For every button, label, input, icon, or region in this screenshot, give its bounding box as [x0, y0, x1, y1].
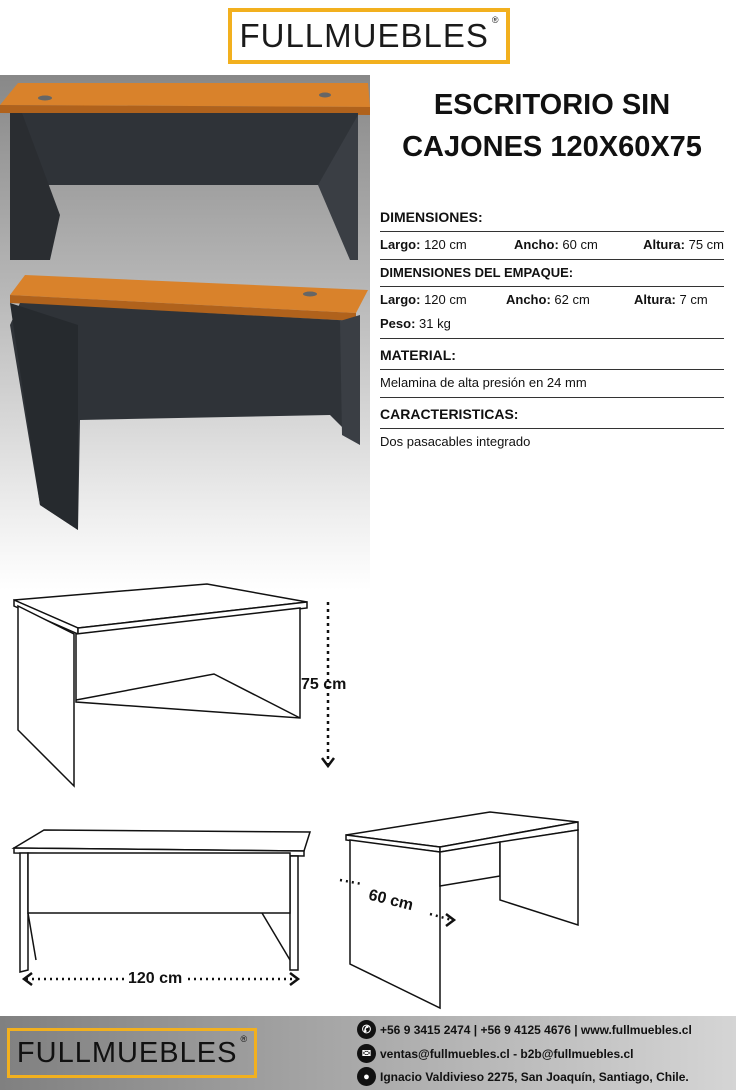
product-photos [0, 75, 370, 590]
contact-address [357, 1067, 689, 1086]
emails-text: ventas@fullmuebles.cl - b2b@fullmuebles.cl [380, 1046, 634, 1061]
desk-photo-illustration [0, 75, 370, 590]
largo-value: 120 cm [424, 237, 467, 252]
material-heading: MATERIAL: [380, 339, 724, 370]
page-title: ESCRITORIO SIN CAJONES 120X60X75 [402, 89, 702, 163]
width-label: 120 cm [124, 970, 186, 988]
weight-row [380, 314, 724, 339]
depth-label: 60 cm [366, 886, 415, 915]
largo-label: Largo: [380, 237, 421, 252]
phone-icon: ✆ [357, 1020, 376, 1039]
brand-logo [228, 8, 510, 64]
altura-label: Altura: [643, 237, 685, 252]
footer-logo [7, 1028, 257, 1078]
pkg-ancho-label: Ancho: [506, 292, 551, 307]
features-heading: CARACTERISTICAS: [380, 398, 724, 429]
altura-value: 75 cm [688, 237, 724, 252]
location-pin-icon: ● [357, 1067, 376, 1086]
dimension-drawings [0, 580, 600, 1015]
phones-text: +56 9 3415 2474 | +56 9 4125 4676 | www.fullmuebles.cl [380, 1022, 692, 1037]
footer [0, 1016, 736, 1090]
peso-value: 31 kg [419, 316, 451, 331]
footer-brand-name: FULLMUEBLES [16, 1036, 238, 1069]
contact-emails [357, 1044, 633, 1063]
mail-icon: ✉ [357, 1044, 376, 1063]
pkg-altura-value: 7 cm [679, 292, 708, 307]
specs-panel [380, 206, 724, 456]
footer-registered-mark: ® [240, 1034, 248, 1044]
package-row [380, 287, 724, 314]
pkg-largo-value: 120 cm [424, 292, 467, 307]
peso-label: Peso: [380, 316, 416, 331]
ancho-label: Ancho: [514, 237, 559, 252]
ancho-value: 60 cm [562, 237, 598, 252]
pkg-ancho-value: 62 cm [554, 292, 590, 307]
pkg-altura-label: Altura: [634, 292, 676, 307]
dimensions-heading: DIMENSIONES: [380, 206, 724, 232]
brand-name: FULLMUEBLES [239, 17, 489, 54]
dimensions-row [380, 232, 724, 260]
height-label: 75 cm [301, 676, 347, 693]
pkg-largo-label: Largo: [380, 292, 421, 307]
address-text: Ignacio Valdivieso 2275, San Joaquín, Santiago, Chile. [380, 1069, 689, 1084]
registered-mark: ® [491, 15, 499, 25]
package-heading: DIMENSIONES DEL EMPAQUE: [380, 260, 724, 287]
features-value: Dos pasacables integrado [380, 434, 531, 449]
material-value: Melamina de alta presión en 24 mm [380, 370, 724, 398]
contact-phones [357, 1020, 692, 1039]
